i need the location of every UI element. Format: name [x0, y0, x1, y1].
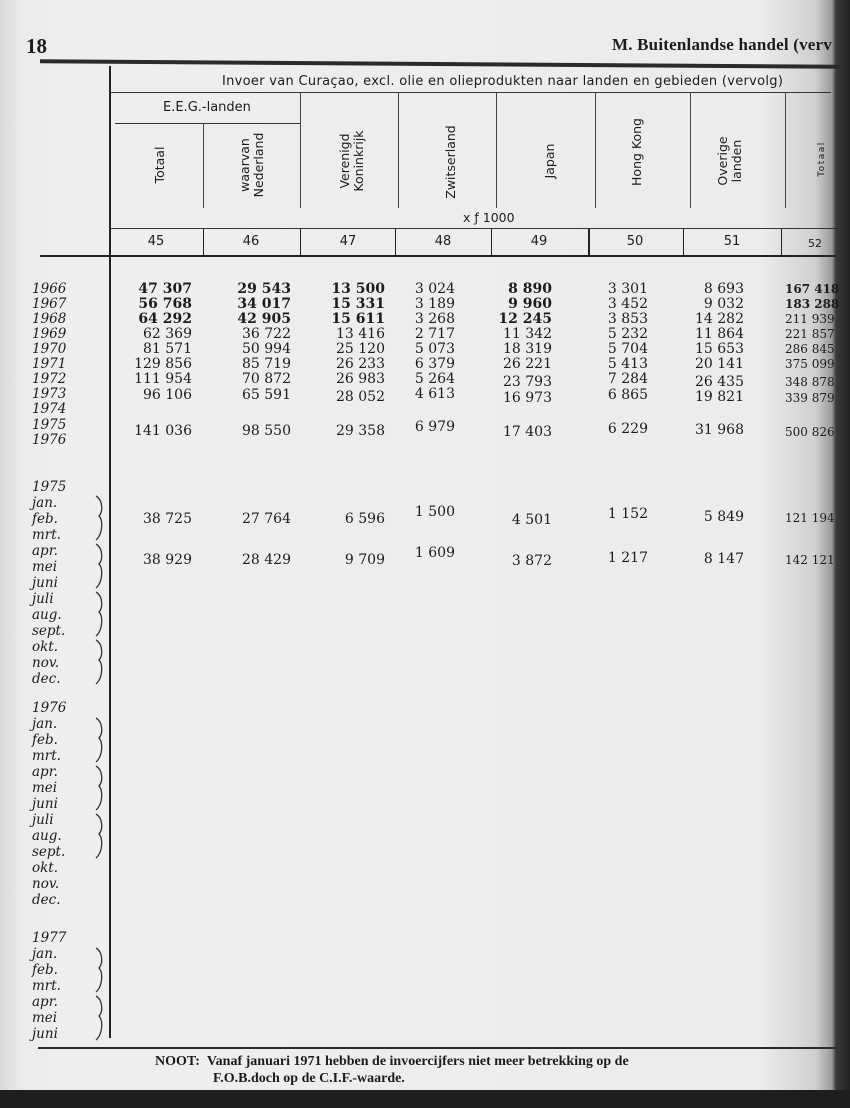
colnum-45: 45	[147, 234, 165, 249]
colnum-50: 50	[626, 234, 644, 249]
title-rule	[111, 92, 831, 93]
month-label: juli	[32, 812, 54, 828]
month-label: aug.	[32, 607, 62, 623]
month-label: okt.	[32, 639, 59, 655]
month-label: mrt.	[32, 527, 61, 543]
cell: 5 264	[414, 371, 455, 387]
cell: 96 106	[143, 387, 192, 403]
cell: 5 232	[607, 326, 648, 342]
col-header-japan: Japan	[542, 143, 557, 179]
cell: 98 550	[242, 423, 291, 439]
cell: 29 543	[237, 281, 291, 297]
cell: 5 073	[414, 341, 455, 357]
row-label-1967: 1967	[32, 296, 67, 312]
col-divider	[595, 92, 596, 208]
colnum-divider	[300, 229, 301, 255]
row-label-1966: 1966	[32, 281, 67, 297]
page-edge-shadow	[0, 1090, 850, 1108]
month-label: okt.	[32, 860, 59, 876]
cell: 26 233	[336, 356, 385, 372]
colnum-divider	[395, 229, 396, 255]
cell: 4 501	[511, 512, 552, 528]
cell: 25 120	[336, 341, 385, 357]
cell: 221 857	[785, 327, 835, 341]
cell: 3 268	[414, 311, 455, 327]
cell: 3 301	[607, 281, 648, 297]
month-label: apr.	[32, 764, 58, 780]
col-header-totaal-eeg: Totaal	[152, 146, 167, 184]
cell: 11 342	[503, 326, 552, 342]
row-label-1971: 1971	[32, 356, 67, 372]
cell: 3 853	[607, 311, 648, 327]
cell: 15 653	[695, 341, 744, 357]
month-label: mei	[32, 780, 58, 796]
cell: 9 960	[508, 296, 552, 312]
footnote	[155, 1053, 629, 1087]
footnote-line-2: F.O.B.doch op de C.I.F.-waarde.	[213, 1071, 405, 1086]
col-divider	[203, 124, 204, 208]
group-label-eeg: E.E.G.-landen	[163, 100, 251, 115]
quarter-braces-1977	[93, 946, 109, 1044]
cell: 4 613	[414, 386, 455, 402]
colnum-divider	[781, 229, 782, 255]
cell: 5 849	[703, 509, 744, 525]
month-label: feb.	[32, 511, 58, 527]
cell: 50 994	[242, 341, 291, 357]
colnum-divider	[203, 229, 204, 255]
month-label: jan.	[32, 716, 58, 732]
cell: 8 890	[508, 281, 552, 297]
month-label: jan.	[32, 495, 58, 511]
cell: 38 929	[143, 552, 192, 568]
col-divider	[496, 92, 497, 208]
month-label: feb.	[32, 962, 58, 978]
cell: 36 722	[242, 326, 291, 342]
quarter-braces-1975	[93, 494, 109, 690]
cell: 3 189	[414, 296, 455, 312]
colnum-rule-bottom	[40, 255, 836, 257]
colnum-rule-top	[111, 228, 836, 229]
col-divider	[300, 92, 301, 208]
row-label-1970: 1970	[32, 341, 67, 357]
cell: 47 307	[138, 281, 192, 297]
cell: 29 358	[336, 423, 385, 439]
month-label: apr.	[32, 543, 58, 559]
month-label: sept.	[32, 623, 66, 639]
month-label: nov.	[32, 876, 60, 892]
cell: 12 245	[498, 311, 552, 327]
cell: 6 979	[414, 419, 455, 435]
month-label: dec.	[32, 892, 61, 908]
row-label-1976: 1976	[32, 432, 67, 448]
row-label-1973: 1973	[32, 386, 67, 402]
cell: 15 331	[331, 296, 385, 312]
col-header-hong-kong: Hong Kong	[629, 118, 644, 186]
cell: 20 141	[695, 356, 744, 372]
cell: 18 319	[503, 341, 552, 357]
colnum-51: 51	[723, 234, 741, 249]
table-title: Invoer van Curaçao, excl. olie en olieprodukten naar landen en gebieden (vervolg)	[222, 74, 784, 89]
cell: 339 879	[785, 391, 835, 405]
page-number: 18	[26, 34, 47, 58]
colnum-divider	[491, 229, 492, 255]
top-rule	[40, 59, 840, 69]
footnote-label: NOOT:	[155, 1054, 200, 1069]
cell: 141 036	[134, 423, 192, 439]
cell: 3 872	[511, 553, 552, 569]
col-header-zwitserland: Zwitserland	[443, 125, 458, 199]
cell: 129 856	[134, 356, 192, 372]
cell: 6 865	[607, 387, 648, 403]
cell: 1 609	[414, 545, 455, 561]
cell: 34 017	[237, 296, 291, 312]
cell: 6 229	[607, 421, 648, 437]
month-label: sept.	[32, 844, 66, 860]
cell: 2 717	[414, 326, 455, 342]
col-header-totaal: Totaal	[817, 141, 827, 177]
cell: 42 905	[237, 311, 291, 327]
unit-label: x ƒ 1000	[463, 210, 515, 225]
cell: 8 693	[703, 281, 744, 297]
cell: 15 611	[331, 311, 385, 327]
cell: 26 435	[695, 374, 744, 390]
col-divider	[785, 92, 786, 208]
cell: 28 429	[242, 552, 291, 568]
section-title: M. Buitenlandse handel (verv	[612, 35, 833, 54]
row-label-year-1976: 1976	[32, 700, 67, 716]
cell: 28 052	[336, 389, 385, 405]
footnote-line-1: Vanaf januari 1971 hebben de invoercijfers niet meer betrekking op de	[206, 1054, 629, 1069]
cell: 167 418	[785, 282, 840, 296]
month-label: juni	[32, 1026, 58, 1042]
cell: 7 284	[607, 371, 648, 387]
cell: 211 939	[785, 312, 835, 326]
cell: 13 500	[331, 281, 385, 297]
colnum-48: 48	[434, 234, 452, 249]
cell: 142 121	[785, 553, 835, 567]
cell: 9 032	[703, 296, 744, 312]
month-label: mrt.	[32, 748, 61, 764]
cell: 26 983	[336, 371, 385, 387]
month-label: mrt.	[32, 978, 61, 994]
colnum-divider	[588, 229, 590, 255]
month-label: mei	[32, 1010, 58, 1026]
stub-divider	[109, 66, 111, 1038]
cell: 31 968	[695, 422, 744, 438]
cell: 14 282	[695, 311, 744, 327]
colnum-divider	[683, 229, 684, 255]
cell: 9 709	[344, 552, 385, 568]
cell: 6 596	[344, 511, 385, 527]
cell: 183 288	[785, 297, 840, 311]
cell: 3 452	[607, 296, 648, 312]
cell: 27 764	[242, 511, 291, 527]
month-label: juli	[32, 591, 54, 607]
col-header-verenigd-koninkrijk: Verenigd Koninkrijk	[337, 130, 366, 192]
col-header-nederland: waarvan Nederland	[237, 132, 266, 198]
cell: 26 221	[503, 356, 552, 372]
cell: 13 416	[336, 326, 385, 342]
cell: 81 571	[143, 341, 192, 357]
cell: 5 413	[607, 356, 648, 372]
cell: 1 500	[414, 504, 455, 520]
row-label-year-1975: 1975	[32, 479, 67, 495]
cell: 5 704	[607, 341, 648, 357]
month-label: mei	[32, 559, 58, 575]
cell: 375 099	[785, 357, 835, 371]
cell: 348 878	[785, 375, 835, 389]
cell: 6 379	[414, 356, 455, 372]
cell: 121 194	[785, 511, 835, 525]
cell: 1 152	[607, 506, 648, 522]
month-label: jan.	[32, 946, 58, 962]
col-header-overige-landen: Overige landen	[715, 136, 744, 186]
bottom-rule	[38, 1047, 838, 1049]
colnum-47: 47	[339, 234, 357, 249]
month-label: feb.	[32, 732, 58, 748]
cell: 111 954	[134, 371, 192, 387]
month-label: nov.	[32, 655, 60, 671]
cell: 85 719	[242, 356, 291, 372]
row-label-1975: 1975	[32, 417, 67, 433]
cell: 64 292	[138, 311, 192, 327]
cell: 62 369	[143, 326, 192, 342]
row-label-1968: 1968	[32, 311, 67, 327]
month-label: juni	[32, 796, 58, 812]
cell: 8 147	[703, 551, 744, 567]
cell: 23 793	[503, 374, 552, 390]
cell: 286 845	[785, 342, 835, 356]
row-label-year-1977: 1977	[32, 930, 67, 946]
cell: 11 864	[695, 326, 744, 342]
row-label-1969: 1969	[32, 326, 67, 342]
cell: 65 591	[242, 387, 291, 403]
cell: 500 826	[785, 425, 835, 439]
col-divider	[398, 92, 399, 208]
colnum-52: 52	[808, 237, 822, 250]
cell: 38 725	[143, 511, 192, 527]
month-label: juni	[32, 575, 58, 591]
colnum-46: 46	[242, 234, 260, 249]
cell: 16 973	[503, 390, 552, 406]
colnum-49: 49	[530, 234, 548, 249]
month-label: apr.	[32, 994, 58, 1010]
cell: 1 217	[607, 550, 648, 566]
row-label-1974: 1974	[32, 401, 67, 417]
month-label: aug.	[32, 828, 62, 844]
quarter-braces-1976	[93, 716, 109, 862]
cell: 70 872	[242, 371, 291, 387]
month-label: dec.	[32, 671, 61, 687]
cell: 3 024	[414, 281, 455, 297]
cell: 17 403	[503, 424, 552, 440]
cell: 56 768	[138, 296, 192, 312]
cell: 19 821	[695, 389, 744, 405]
row-label-1972: 1972	[32, 371, 67, 387]
col-divider	[690, 92, 691, 208]
group-rule	[115, 123, 300, 124]
